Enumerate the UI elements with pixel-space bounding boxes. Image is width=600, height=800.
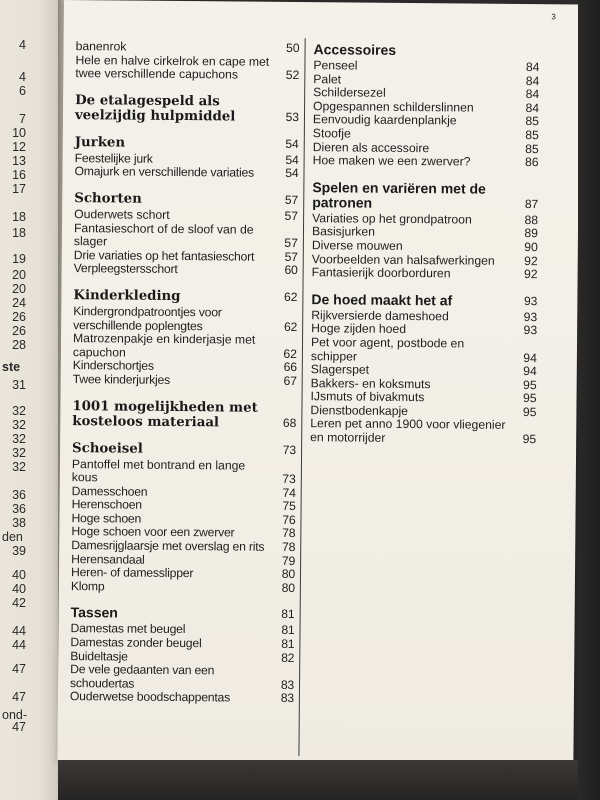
toc-entry-title: IJsmuts of bivakmuts [310, 389, 425, 405]
prev-page-number: 40 [12, 568, 26, 582]
toc-entry-title: Drie variaties op het fantasieschort [73, 247, 255, 264]
prev-page-number: 26 [12, 310, 26, 324]
toc-entry-title: Diverse mouwen [311, 238, 403, 253]
toc-entry-title: Penseel [313, 58, 358, 73]
toc-entry-page: 67 [283, 373, 297, 388]
toc-entry-title: 1001 mogelijkheden met kosteloos materiaal [72, 398, 258, 430]
toc-right-column [310, 42, 540, 447]
page-number: 3 [551, 12, 556, 22]
prev-page-number: 18 [12, 210, 26, 224]
toc-entry-page: 80 [281, 567, 296, 582]
toc-entry-page: 82 [281, 650, 295, 665]
toc-entry-page: 54 [285, 166, 299, 181]
prev-page-number: den [2, 530, 23, 544]
toc-entry-title: Kindergrondpatroontjes voor verschillende poplengtes [73, 304, 222, 333]
toc-entry-page: 54 [285, 152, 299, 167]
toc-entry-title: De vele gedaanten van een schoudertas [69, 662, 215, 691]
toc-entry [312, 266, 538, 282]
toc-entry-title: Buideltasje [70, 648, 128, 664]
toc-entry-page: 78 [282, 539, 296, 555]
toc-entry-page: 89 [524, 226, 539, 241]
toc-entry-title: Damestas zonder beugel [70, 635, 202, 651]
toc-entry-page: 76 [282, 512, 296, 527]
toc-section-heading [75, 93, 299, 125]
prev-page-number: 40 [12, 582, 26, 596]
toc-entry-title: Hoge schoen [71, 510, 142, 526]
prev-page-number: 18 [12, 226, 26, 240]
toc-entry-title: Pantoffel met bontrand en lange kous [71, 456, 246, 485]
toc-entry-page: 94 [523, 364, 537, 379]
toc-entry-title: Kinderschortjes [72, 358, 154, 374]
previous-page-edge [0, 0, 58, 800]
toc-entry-title: Feestelijke jurk [74, 150, 153, 166]
toc-entry [74, 165, 298, 181]
toc-entry-title: Hele en halve cirkelrok en cape met twee verschillende capuchons [75, 52, 270, 82]
toc-entry [72, 458, 296, 487]
toc-entry-title: Bakkers- en koksmuts [310, 375, 431, 391]
toc-entry-title: Ouderwets schort [74, 207, 170, 222]
toc-section-heading [72, 441, 296, 458]
toc-entry-page: 94 [523, 350, 537, 365]
toc-entry-title: Palet [313, 71, 342, 87]
prev-page-number: 44 [12, 638, 26, 652]
toc-entry-page: 68 [282, 415, 297, 430]
prev-page-number: 32 [12, 432, 26, 446]
toc-entry-page: 93 [523, 293, 538, 308]
toc-entry-page: 92 [524, 267, 538, 282]
prev-page-number: ste [2, 360, 21, 374]
toc-entry-title: Variaties op het grondpatroon [312, 210, 472, 227]
prev-page-number: 4 [19, 38, 26, 52]
toc-entry-title: Hoe maken we een zwerver? [312, 153, 471, 169]
toc-entry-page: 95 [522, 404, 537, 420]
prev-page-number: 28 [12, 338, 26, 352]
toc-entry-title: Rijkversierde dameshoed [311, 307, 449, 324]
prev-page-number: 24 [12, 296, 26, 310]
toc-entry [73, 332, 297, 361]
toc-entry-page: 57 [284, 236, 298, 251]
prev-page-number: 32 [12, 404, 26, 418]
prev-page-number: 20 [12, 282, 26, 296]
toc-entry-title: Dienstbodenkapje [310, 403, 409, 418]
toc-entry-page: 95 [522, 391, 537, 406]
toc-entry-page: 83 [280, 677, 295, 692]
table-surface [58, 760, 600, 800]
toc-section-heading [75, 135, 299, 152]
toc-entry-title: Matrozenpakje en kinderjasje met capuchon [72, 331, 256, 360]
toc-entry-title: Jurken [74, 134, 126, 151]
toc-entry-page: 85 [525, 114, 540, 129]
toc-entry-page: 62 [283, 289, 298, 304]
toc-entry-title: Leren pet anno 1900 voor vliegenier en motorrijder [310, 416, 506, 445]
toc-entry-title: Dieren als accessoire [312, 139, 430, 155]
prev-page-number: 42 [12, 596, 26, 610]
toc-entry-page: 95 [523, 377, 537, 392]
toc-entry [70, 663, 294, 692]
toc-entry-page: 81 [281, 636, 295, 652]
toc-entry-title: Herensandaal [71, 551, 145, 567]
toc-section-heading [314, 42, 540, 59]
toc-entry-page: 53 [285, 109, 300, 124]
toc-entry-page: 92 [524, 253, 538, 268]
toc-entry-page: 66 [283, 360, 297, 375]
toc-entry-title: Schoeisel [72, 440, 143, 457]
toc-entry-title: Schildersezel [313, 85, 386, 100]
toc-entry-title: Basisjurken [311, 224, 376, 240]
toc-entry-page: 74 [282, 485, 296, 500]
toc-entry-title: Herenschoen [71, 497, 142, 512]
toc-entry-page: 95 [522, 432, 537, 447]
toc-entry-title: Stoofje [312, 126, 351, 141]
prev-page-number: 13 [12, 154, 26, 168]
toc-entry-title: Fantasieschort of de sloof van de slager [73, 220, 254, 249]
toc-entry-page: 93 [523, 309, 538, 324]
prev-page-number: 44 [12, 624, 26, 638]
prev-page-number: ond- [2, 708, 28, 722]
prev-page-number: 47 [12, 720, 26, 734]
toc-entry-page: 57 [284, 249, 298, 264]
toc-entry [74, 222, 298, 251]
toc-entry-page: 54 [285, 136, 299, 151]
toc-entry-title: Klomp [70, 578, 105, 594]
toc-entry-page: 87 [524, 196, 539, 211]
toc-entry-page: 86 [524, 155, 539, 170]
toc-entry-page: 73 [282, 442, 297, 457]
toc-entry [74, 262, 298, 278]
toc-entry-page: 57 [284, 192, 299, 208]
toc-entry [70, 690, 294, 706]
toc-entry-page: 62 [283, 319, 298, 334]
toc-entry-title: Damestas met beugel [70, 621, 186, 637]
toc-entry-title: Hoge schoen voor een zwerver [71, 524, 235, 540]
toc-entry-page: 52 [285, 68, 300, 83]
toc-entry-page: 80 [281, 580, 295, 595]
prev-page-number: 19 [12, 252, 26, 266]
toc-entry-title: Slagerspet [310, 362, 370, 377]
toc-section-heading [71, 606, 295, 623]
toc-entry-page: 81 [281, 607, 295, 622]
toc-entry-title: Hoge zijden hoed [311, 321, 407, 337]
prev-page-number: 16 [12, 168, 26, 182]
toc-entry-page: 93 [523, 323, 538, 338]
toc-entry-title: Ouderwetse boodschappentas [69, 689, 231, 705]
toc-entry-page: 57 [284, 208, 299, 224]
toc-entry-title: Heren- of damesslipper [70, 565, 194, 581]
toc-entry-page: 84 [525, 87, 540, 102]
toc-entry-page: 78 [282, 526, 296, 541]
toc-entry [75, 54, 299, 83]
column-divider [298, 38, 305, 756]
toc-entry [73, 305, 297, 334]
toc-entry-title: De etalagespeld als veelzijdig hulpmiddel [74, 92, 236, 125]
toc-entry-title: Spelen en variëren met de patronen [312, 178, 486, 211]
toc-entry-page: 85 [525, 127, 539, 143]
toc-entry-page: 84 [525, 73, 540, 88]
toc-entry-title: Tassen [70, 604, 118, 621]
toc-entry [71, 580, 295, 596]
toc-entry-title: Accessoires [313, 41, 397, 58]
toc-section-heading [74, 191, 298, 208]
toc-section-heading [72, 399, 296, 431]
toc-section-heading [312, 180, 538, 212]
prev-page-number: 6 [19, 84, 26, 98]
toc-entry-title: Fantasierijk doorborduren [311, 265, 451, 281]
prev-page-number: 47 [12, 690, 26, 704]
toc-entry-title: Schorten [74, 191, 142, 207]
toc-entry-page: 60 [284, 263, 298, 278]
toc-entry-page: 84 [525, 100, 540, 115]
toc-entry-page: 75 [282, 499, 296, 514]
prev-page-number: 32 [12, 460, 26, 474]
toc-entry-page: 90 [524, 239, 538, 255]
toc-entry-title: Voorbeelden van halsafwerkingen [311, 251, 495, 268]
toc-entry-page: 73 [282, 472, 296, 487]
prev-page-number: 4 [19, 70, 26, 84]
toc-entry-title: De hoed maakt het af [311, 290, 453, 309]
toc-entry-title: Damesschoen [71, 483, 148, 499]
prev-page-number: 10 [12, 126, 26, 140]
toc-entry-page: 88 [524, 212, 539, 227]
toc-left-column [70, 40, 300, 706]
toc-entry [313, 154, 539, 170]
toc-section-heading [311, 292, 537, 309]
toc-page [57, 0, 580, 764]
prev-page-number: 17 [12, 182, 26, 196]
toc-entry-title: banenrok [75, 39, 127, 54]
toc-entry [311, 336, 537, 365]
toc-entry-page: 62 [283, 346, 297, 361]
prev-page-number: 32 [12, 446, 26, 460]
toc-entry-page: 85 [525, 141, 539, 156]
background-edge [578, 0, 600, 800]
toc-entry-page: 81 [281, 623, 295, 638]
toc-entry-title: Twee kinderjurkjes [72, 371, 171, 387]
toc-entry-page: 84 [525, 60, 540, 75]
toc-entry-title: Kinderkleding [73, 288, 181, 304]
toc-section-heading [73, 288, 297, 305]
prev-page-number: 36 [12, 488, 26, 502]
toc-entry-title: Verpleegstersschort [73, 261, 178, 277]
toc-entry-title: Pet voor agent, postbode en schipper [310, 335, 465, 364]
prev-page-number: 36 [12, 502, 26, 516]
toc-entry-page: 50 [285, 40, 300, 56]
toc-entry-title: Omajurk en verschillende variaties [74, 164, 255, 181]
prev-page-number: 47 [12, 662, 26, 676]
prev-page-number: 31 [12, 378, 26, 392]
toc-entry-page: 83 [280, 691, 294, 706]
prev-page-number: 39 [12, 544, 26, 558]
prev-page-number: 20 [12, 268, 26, 282]
toc-entry [310, 418, 536, 447]
toc-entry-title: Damesrijglaarsje met overslag en rits [71, 538, 265, 554]
toc-entry-title: Eenvoudig kaardenplankje [312, 112, 457, 128]
prev-page-number: 12 [12, 140, 26, 154]
toc-entry-title: Opgespannen schilderslinnen [313, 98, 474, 115]
prev-page-number: 7 [19, 112, 26, 126]
toc-entry-page: 79 [281, 553, 296, 568]
toc-entry [73, 373, 297, 389]
prev-page-number: 26 [12, 324, 26, 338]
prev-page-number: 32 [12, 418, 26, 432]
prev-page-number: 38 [12, 516, 26, 530]
